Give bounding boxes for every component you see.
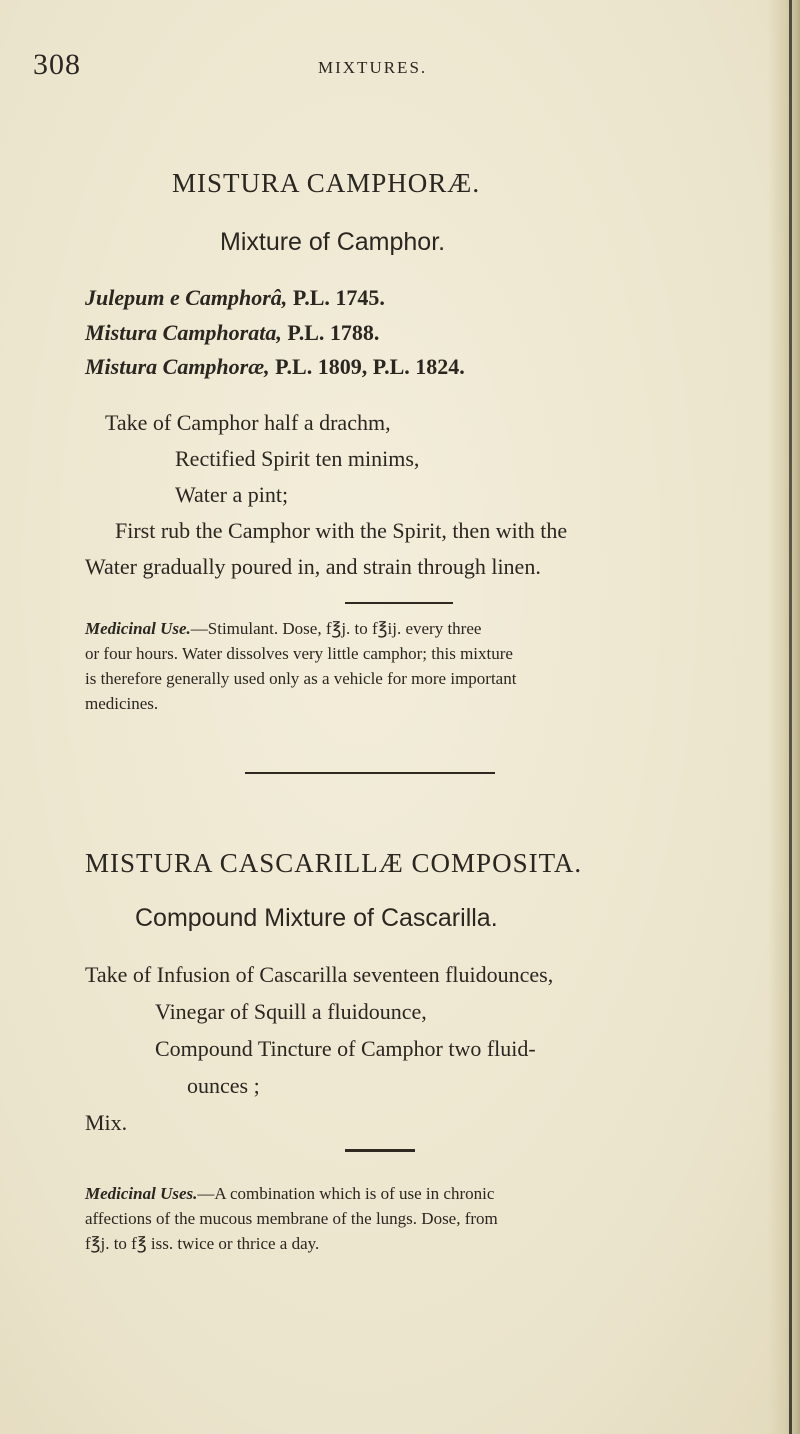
synonym-ref: P.L. 1745. (292, 285, 385, 310)
recipe-item: Compound Tincture of Camphor two fluid- (155, 1036, 536, 1061)
note-label: Medicinal Uses. (85, 1184, 198, 1203)
synonym-name: Mistura Camphoræ, (85, 354, 270, 379)
running-header (33, 48, 773, 88)
note-text: f℥j. to f℥ iss. twice or thrice a day. (85, 1234, 320, 1253)
recipe-directions: Water gradually poured in, and strain through linen. (85, 554, 541, 579)
recipe-mix: Mix. (85, 1110, 128, 1135)
synonym-ref: P.L. 1788. (287, 320, 380, 345)
note-text: is therefore generally used only as a vehicle for more important (85, 669, 517, 688)
section-title-camphor: MISTURA CAMPHORÆ. (172, 168, 481, 198)
divider-rule (345, 1149, 415, 1152)
note-text: medicines. (85, 694, 159, 713)
synonym-line (85, 285, 385, 311)
synonym-line (85, 354, 465, 380)
note-text: —A combination which is of use in chronic (197, 1184, 495, 1203)
recipe-item: Vinegar of Squill a fluidounce, (155, 999, 427, 1024)
section-divider-rule (245, 772, 495, 774)
divider-rule (345, 602, 453, 604)
recipe-item: Water a pint; (175, 482, 289, 507)
section-title-cascarilla: MISTURA CASCARILLÆ COMPOSITA. (85, 848, 583, 878)
note-label: Medicinal Use. (85, 619, 191, 638)
synonym-name: Julepum e Camphorâ, (85, 285, 288, 310)
recipe-directions: First rub the Camphor with the Spirit, then with the (115, 518, 568, 543)
recipe-intro: Take of Camphor half a drachm, (105, 410, 391, 435)
note-text: —Stimulant. Dose, f℥j. to f℥ij. every three (190, 619, 482, 638)
note-text: or four hours. Water dissolves very little camphor; this mixture (85, 644, 513, 663)
synonym-name: Mistura Camphorata, (85, 320, 282, 345)
section-subtitle-cascarilla: Compound Mixture of Cascarilla. (135, 904, 498, 932)
section-subtitle-camphor: Mixture of Camphor. (220, 228, 446, 256)
page-number: 308 (33, 48, 81, 81)
running-title: MIXTURES. (318, 58, 428, 77)
recipe-item: ounces ; (187, 1073, 260, 1098)
recipe-intro: Take of Infusion of Cascarilla seventeen fluidounces, (85, 962, 554, 987)
synonym-ref: P.L. 1809, P.L. 1824. (275, 354, 465, 379)
medicinal-uses-note (85, 1182, 494, 1205)
recipe-item: Rectified Spirit ten minims, (175, 446, 420, 471)
synonym-line (85, 320, 379, 346)
medicinal-use-note (85, 617, 481, 640)
page-edge-shadow (768, 0, 800, 1434)
page-binding-edge (789, 0, 792, 1434)
note-text: affections of the mucous membrane of the lungs. Dose, from (85, 1209, 498, 1228)
